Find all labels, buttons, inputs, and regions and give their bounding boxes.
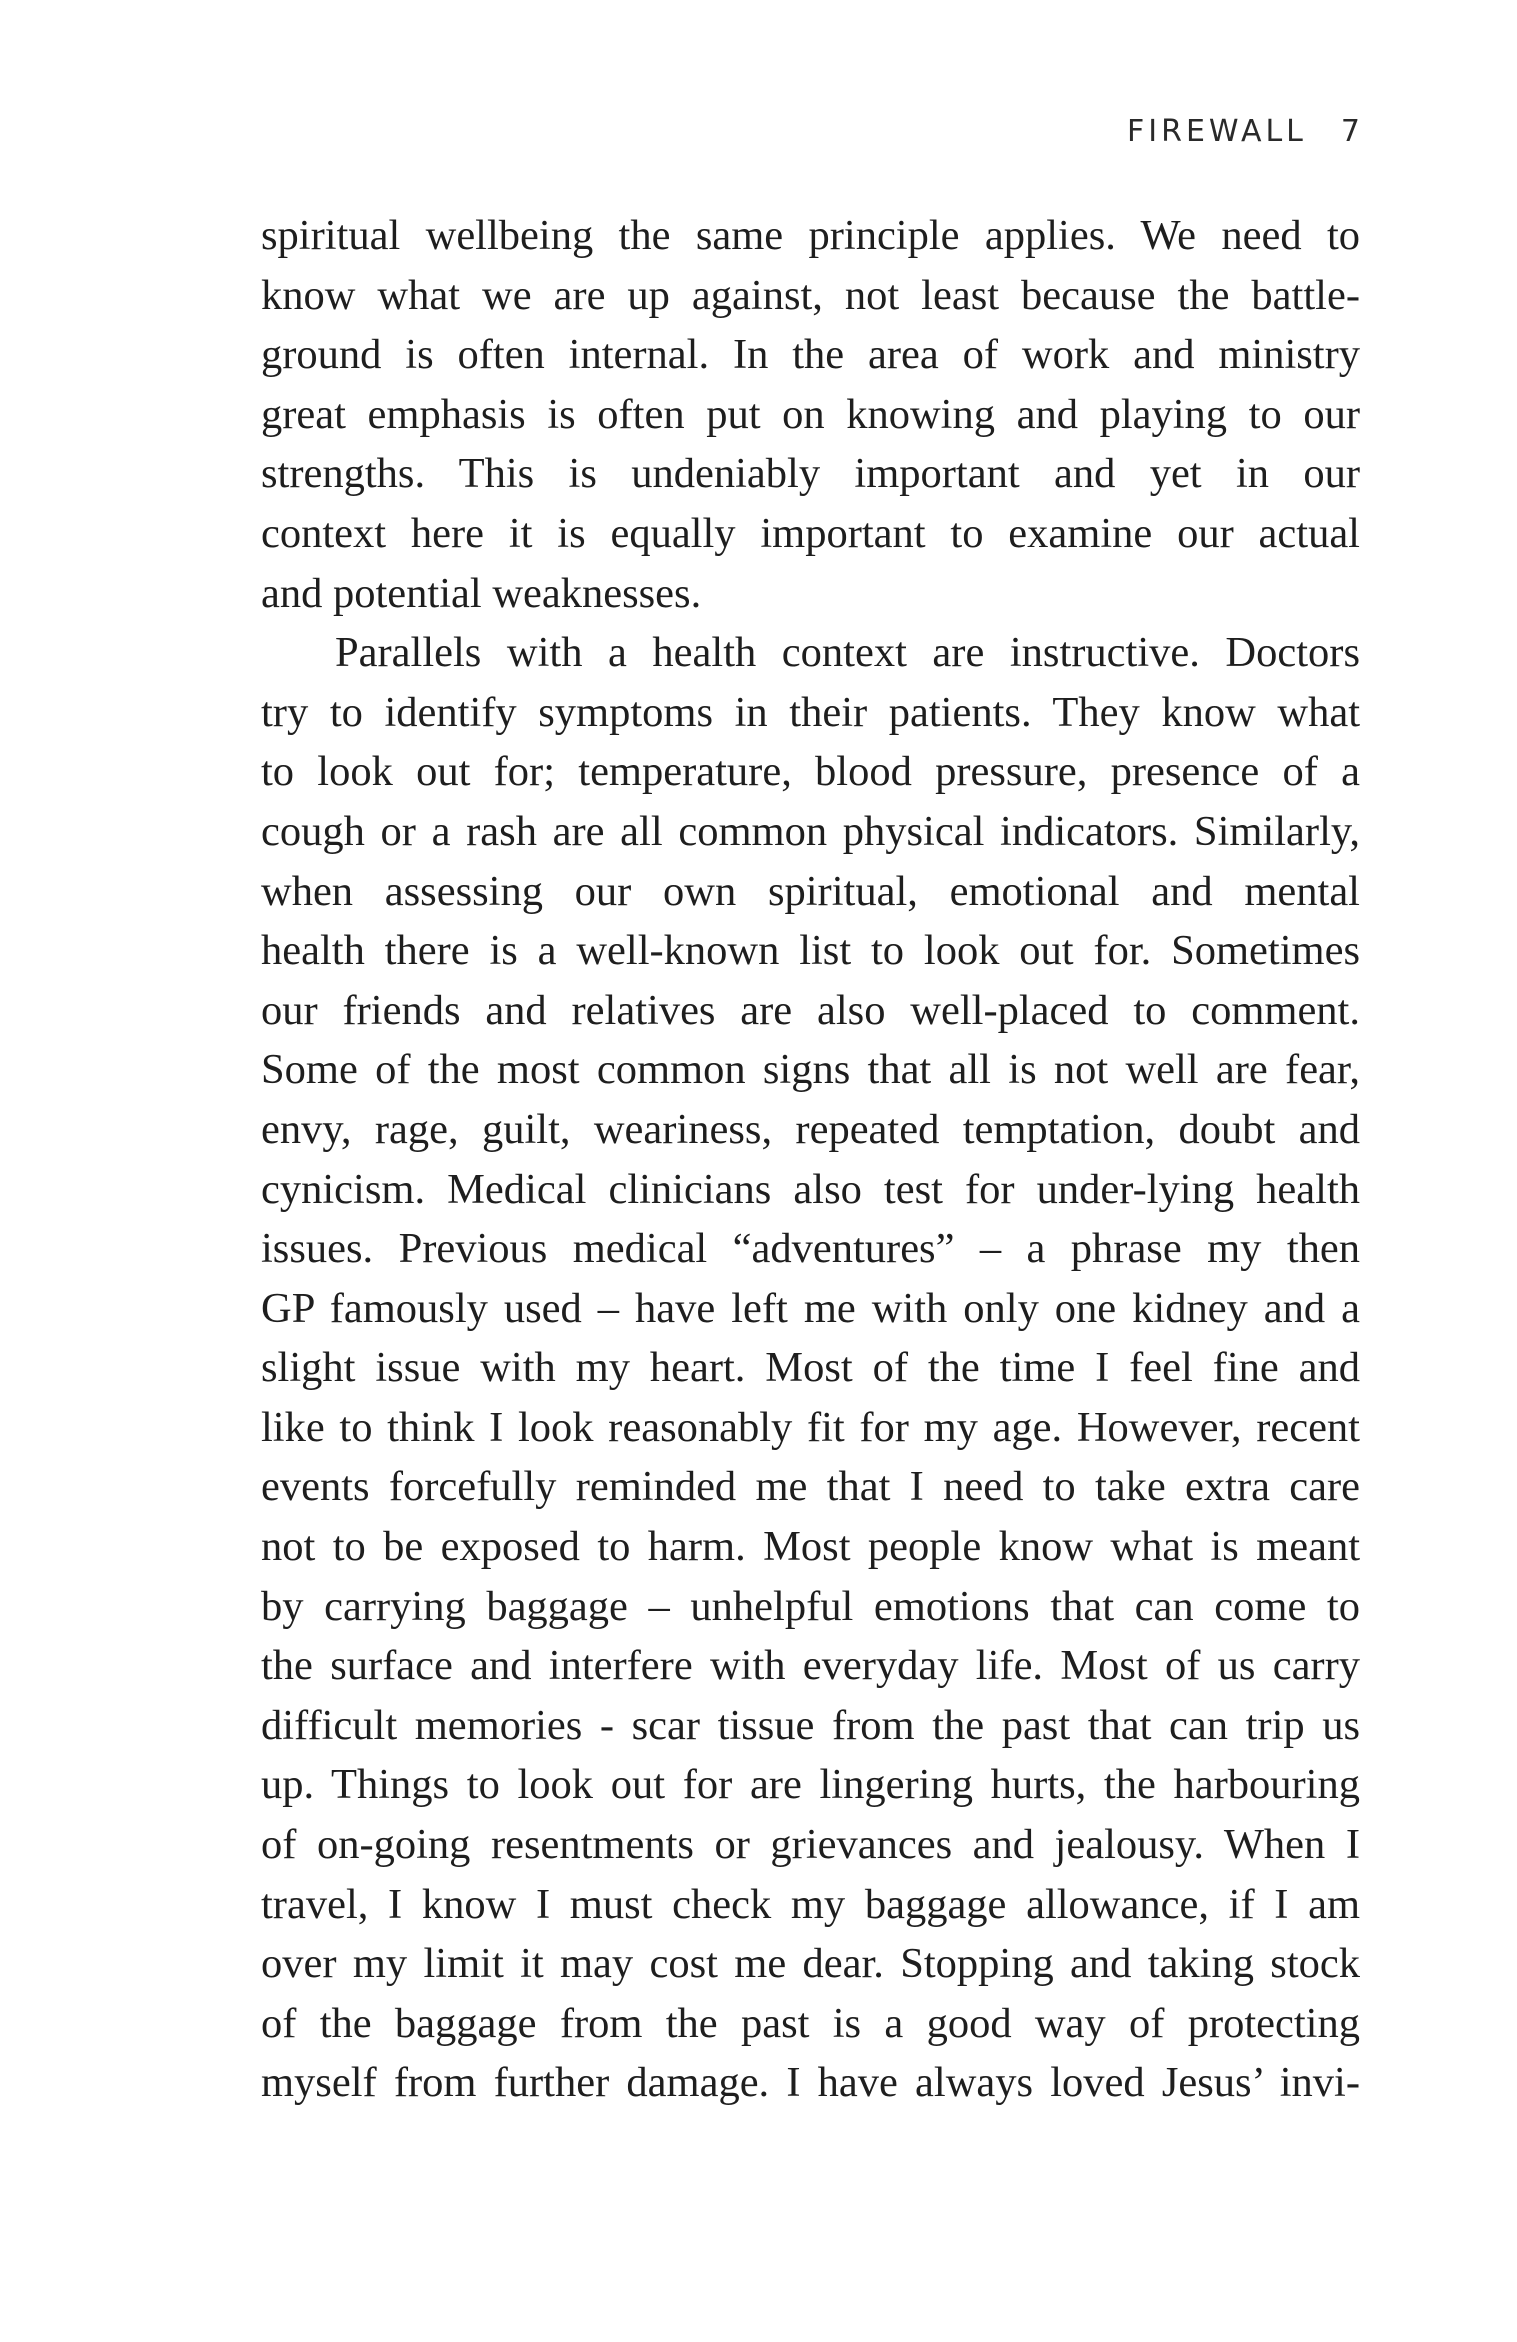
text-line: up. Things to look out for are lingering hurts, the harbouring	[261, 1761, 1360, 1809]
text-line: cynicism. Medical clinicians also test for under-lying health	[261, 1165, 1360, 1213]
text-line: when assessing our own spiritual, emotional and mental	[261, 867, 1360, 915]
text-line: travel, I know I must check my baggage allowance, if I am	[261, 1880, 1360, 1928]
text-line: context here it is equally important to examine our actual	[261, 509, 1360, 557]
text-line: great emphasis is often put on knowing and playing to our	[261, 390, 1360, 438]
text-line: of the baggage from the past is a good way of protecting	[261, 1999, 1360, 2047]
text-line: over my limit it may cost me dear. Stopping and taking stock	[261, 1940, 1360, 1988]
text-line: our friends and relatives are also well-placed to comment.	[261, 986, 1360, 1034]
paragraph	[261, 206, 1360, 623]
text-line: slight issue with my heart. Most of the time I feel fine and	[261, 1344, 1360, 1392]
paragraph	[261, 623, 1360, 2113]
text-line: events forcefully reminded me that I need to take extra care	[261, 1463, 1360, 1511]
text-line: health there is a well-known list to look out for. Sometimes	[261, 927, 1360, 975]
text-line: of on-going resentments or grievances and jealousy. When I	[261, 1821, 1360, 1869]
text-line: issues. Previous medical “adventures” – a phrase my then	[261, 1225, 1360, 1273]
text-line: ground is often internal. In the area of work and ministry	[261, 331, 1360, 379]
running-title: FIREWALL	[1127, 114, 1307, 149]
page-number: 7	[1340, 114, 1360, 149]
text-line: Parallels with a health context are instructive. Doctors	[335, 629, 1360, 677]
text-line: envy, rage, guilt, weariness, repeated temptation, doubt and	[261, 1105, 1360, 1153]
text-line: strengths. This is undeniably important and yet in our	[261, 450, 1360, 498]
text-line: like to think I look reasonably fit for my age. However, recent	[261, 1403, 1360, 1451]
text-line: GP famously used – have left me with only one kidney and a	[261, 1284, 1360, 1332]
text-line: try to identify symptoms in their patients. They know what	[261, 688, 1360, 736]
text-line: by carrying baggage – unhelpful emotions that can come to	[261, 1582, 1360, 1630]
text-line: not to be exposed to harm. Most people know what is meant	[261, 1523, 1360, 1571]
text-line: difficult memories - scar tissue from the past that can trip us	[261, 1701, 1360, 1749]
running-head	[1127, 112, 1360, 152]
text-line: know what we are up against, not least because the battle-	[261, 271, 1360, 319]
text-line: cough or a rash are all common physical indicators. Similarly,	[261, 807, 1360, 855]
body-text	[261, 206, 1360, 2113]
text-line: myself from further damage. I have always loved Jesus’ invi-	[261, 2059, 1360, 2107]
text-line: spiritual wellbeing the same principle applies. We need to	[261, 212, 1360, 259]
text-line: and potential weaknesses.	[261, 569, 702, 617]
text-line: the surface and interfere with everyday life. Most of us carry	[261, 1642, 1360, 1690]
text-line: to look out for; temperature, blood pressure, presence of a	[261, 748, 1360, 796]
text-line: Some of the most common signs that all is not well are fear,	[261, 1046, 1360, 1094]
